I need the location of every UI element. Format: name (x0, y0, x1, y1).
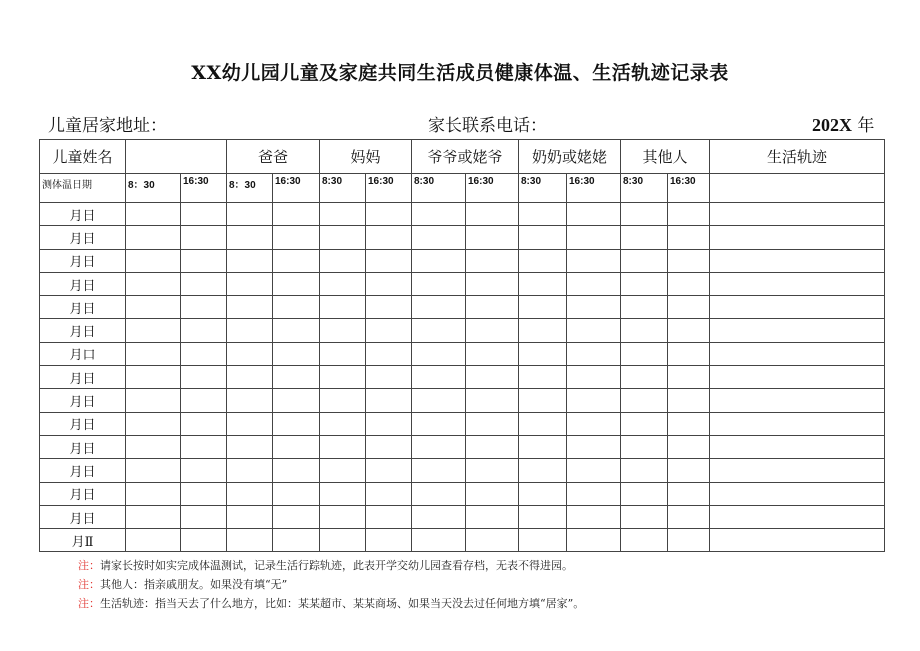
column-header-child-name: 儿童姓名 (40, 140, 126, 174)
temperature-cell[interactable] (567, 505, 621, 528)
temperature-cell[interactable] (227, 435, 273, 458)
date-cell: 月日 (40, 272, 126, 295)
temperature-cell[interactable] (519, 505, 567, 528)
temperature-cell[interactable] (181, 342, 227, 365)
life-track-cell[interactable] (710, 226, 885, 249)
temperature-cell[interactable] (320, 226, 366, 249)
temperature-cell[interactable] (227, 226, 273, 249)
temperature-cell[interactable] (366, 249, 412, 272)
table-row (40, 529, 885, 552)
temperature-cell[interactable] (227, 505, 273, 528)
date-cell: 月日 (40, 366, 126, 389)
temperature-cell[interactable] (366, 226, 412, 249)
temperature-cell[interactable] (668, 226, 710, 249)
temperature-cell[interactable] (412, 459, 466, 482)
temperature-cell[interactable] (126, 482, 181, 505)
temperature-cell[interactable] (412, 272, 466, 295)
temperature-cell[interactable] (320, 435, 366, 458)
temperature-cell[interactable] (366, 296, 412, 319)
temperature-cell[interactable] (519, 389, 567, 412)
temperature-cell[interactable] (567, 319, 621, 342)
temperature-cell[interactable] (621, 249, 668, 272)
life-track-cell[interactable] (710, 435, 885, 458)
temperature-cell[interactable] (519, 342, 567, 365)
note-line (78, 556, 584, 575)
temperature-cell[interactable] (126, 342, 181, 365)
header-row (40, 140, 885, 174)
temperature-cell[interactable] (126, 203, 181, 226)
note-text: 请家长按时如实完成体温测试，记录生活行踪轨迹，此表开学交幼儿园查看存档，无表不得进园。 (100, 559, 573, 572)
temperature-cell[interactable] (621, 296, 668, 319)
temperature-cell[interactable] (621, 203, 668, 226)
temperature-cell[interactable] (273, 319, 320, 342)
temperature-cell[interactable] (227, 249, 273, 272)
table-row (40, 203, 885, 226)
temperature-cell[interactable] (366, 435, 412, 458)
temperature-cell[interactable] (466, 272, 519, 295)
temperature-cell[interactable] (466, 296, 519, 319)
time-cell: 8:30 (519, 174, 567, 203)
temperature-cell[interactable] (181, 272, 227, 295)
temperature-cell[interactable] (621, 529, 668, 552)
temperature-cell[interactable] (273, 272, 320, 295)
table-row (40, 226, 885, 249)
temperature-cell[interactable] (126, 226, 181, 249)
note-label: 注： (78, 559, 100, 572)
life-track-cell[interactable] (710, 203, 885, 226)
temperature-cell[interactable] (181, 249, 227, 272)
note-text: 生活轨迹：指当天去了什么地方，比如：某某超市、某某商场、如果当天没去过任何地方填“居家”。 (100, 597, 585, 610)
column-header-child (126, 140, 227, 174)
temperature-cell[interactable] (621, 272, 668, 295)
life-track-cell[interactable] (710, 342, 885, 365)
temperature-cell[interactable] (126, 296, 181, 319)
temperature-cell[interactable] (621, 342, 668, 365)
column-header-grandmother: 奶奶或姥姥 (519, 140, 621, 174)
table-row (40, 296, 885, 319)
temperature-cell[interactable] (227, 459, 273, 482)
temperature-cell[interactable] (227, 203, 273, 226)
date-cell: 月日 (40, 226, 126, 249)
temperature-cell[interactable] (126, 412, 181, 435)
temperature-cell[interactable] (567, 529, 621, 552)
temperature-cell[interactable] (567, 203, 621, 226)
temperature-cell[interactable] (273, 529, 320, 552)
date-cell: 月日 (40, 249, 126, 272)
temperature-cell[interactable] (181, 366, 227, 389)
temperature-cell[interactable] (273, 249, 320, 272)
life-track-cell[interactable] (710, 296, 885, 319)
time-cell: 16:30 (567, 174, 621, 203)
temperature-time-row (40, 174, 885, 203)
temperature-cell[interactable] (320, 249, 366, 272)
temperature-cell[interactable] (466, 226, 519, 249)
time-cell: 8:30 (621, 174, 668, 203)
date-cell: 月日 (40, 412, 126, 435)
temperature-cell[interactable] (320, 505, 366, 528)
temperature-cell[interactable] (412, 482, 466, 505)
temperature-cell[interactable] (227, 272, 273, 295)
temperature-cell[interactable] (181, 296, 227, 319)
temperature-cell[interactable] (466, 366, 519, 389)
temperature-cell[interactable] (668, 342, 710, 365)
temperature-cell[interactable] (519, 203, 567, 226)
temperature-cell[interactable] (273, 366, 320, 389)
temperature-cell[interactable] (273, 505, 320, 528)
temperature-cell[interactable] (412, 366, 466, 389)
temperature-cell[interactable] (320, 203, 366, 226)
year-label (812, 111, 874, 136)
temperature-cell[interactable] (466, 342, 519, 365)
address-label: 儿童居家地址： (48, 116, 167, 136)
temperature-cell[interactable] (126, 366, 181, 389)
date-cell: 月Ⅱ (40, 529, 126, 552)
time-cell: 8：30 (126, 174, 181, 203)
column-header-life-track: 生活轨迹 (710, 140, 885, 174)
life-track-cell[interactable] (710, 249, 885, 272)
temperature-cell[interactable] (181, 505, 227, 528)
temperature-cell[interactable] (621, 435, 668, 458)
temperature-cell[interactable] (668, 505, 710, 528)
temperature-cell[interactable] (273, 412, 320, 435)
temperature-cell[interactable] (621, 389, 668, 412)
temperature-cell[interactable] (412, 249, 466, 272)
temperature-cell[interactable] (320, 529, 366, 552)
temperature-cell[interactable] (519, 435, 567, 458)
temperature-cell[interactable] (412, 296, 466, 319)
notes-section (78, 556, 584, 613)
temperature-cell[interactable] (227, 319, 273, 342)
temperature-cell[interactable] (181, 412, 227, 435)
temperature-cell[interactable] (126, 389, 181, 412)
temperature-cell[interactable] (273, 203, 320, 226)
temperature-cell[interactable] (273, 459, 320, 482)
note-label: 注： (78, 597, 100, 610)
temperature-cell[interactable] (567, 389, 621, 412)
temperature-cell[interactable] (466, 319, 519, 342)
life-track-cell[interactable] (710, 412, 885, 435)
page-title: XX幼儿园儿童及家庭共同生活成员健康体温、生活轨迹记录表 (191, 62, 729, 84)
temperature-cell[interactable] (668, 459, 710, 482)
time-cell: 16:30 (273, 174, 320, 203)
table-row (40, 412, 885, 435)
temperature-cell[interactable] (567, 482, 621, 505)
temperature-cell[interactable] (320, 459, 366, 482)
temperature-cell[interactable] (412, 412, 466, 435)
temperature-cell[interactable] (412, 529, 466, 552)
temperature-cell[interactable] (519, 529, 567, 552)
time-cell: 8:30 (320, 174, 366, 203)
date-cell: 月日 (40, 319, 126, 342)
time-cell: 16:30 (668, 174, 710, 203)
temperature-cell[interactable] (567, 296, 621, 319)
temperature-cell[interactable] (519, 249, 567, 272)
temperature-cell[interactable] (126, 529, 181, 552)
temperature-cell[interactable] (466, 203, 519, 226)
table-row (40, 272, 885, 295)
time-cell: 16:30 (466, 174, 519, 203)
temperature-cell[interactable] (320, 319, 366, 342)
table-row (40, 249, 885, 272)
temperature-cell[interactable] (412, 505, 466, 528)
temperature-cell[interactable] (412, 319, 466, 342)
year-suffix: 年 (857, 116, 875, 136)
temperature-cell[interactable] (668, 296, 710, 319)
temperature-cell[interactable] (273, 226, 320, 249)
temperature-cell[interactable] (668, 366, 710, 389)
table-row (40, 482, 885, 505)
temperature-cell[interactable] (320, 272, 366, 295)
temperature-cell[interactable] (273, 389, 320, 412)
temperature-cell[interactable] (181, 319, 227, 342)
temperature-cell[interactable] (320, 366, 366, 389)
time-cell: 8:30 (412, 174, 466, 203)
temperature-cell[interactable] (668, 249, 710, 272)
life-track-cell[interactable] (710, 366, 885, 389)
temperature-cell[interactable] (181, 203, 227, 226)
note-label: 注： (78, 578, 100, 591)
column-header-grandfather: 爷爷或姥爷 (412, 140, 519, 174)
temperature-cell[interactable] (366, 459, 412, 482)
year-value: 202X (812, 115, 852, 135)
temperature-cell[interactable] (621, 226, 668, 249)
table-row (40, 366, 885, 389)
life-track-cell[interactable] (710, 272, 885, 295)
temperature-cell[interactable] (466, 482, 519, 505)
temperature-cell[interactable] (466, 459, 519, 482)
temperature-cell[interactable] (227, 389, 273, 412)
temperature-cell[interactable] (621, 366, 668, 389)
temperature-cell[interactable] (668, 435, 710, 458)
time-cell: 16:30 (181, 174, 227, 203)
temperature-cell[interactable] (320, 296, 366, 319)
note-line (78, 575, 584, 594)
date-cell: 月日 (40, 296, 126, 319)
temperature-cell[interactable] (366, 389, 412, 412)
temperature-cell[interactable] (273, 482, 320, 505)
life-track-cell[interactable] (710, 174, 885, 203)
temperature-cell[interactable] (519, 296, 567, 319)
date-cell: 月日 (40, 505, 126, 528)
column-header-mother: 妈妈 (320, 140, 412, 174)
table-row (40, 342, 885, 365)
temperature-cell[interactable] (466, 412, 519, 435)
temperature-cell[interactable] (366, 272, 412, 295)
temperature-cell[interactable] (567, 342, 621, 365)
temperature-cell[interactable] (227, 412, 273, 435)
date-cell: 月日 (40, 482, 126, 505)
temperature-cell[interactable] (668, 272, 710, 295)
temperature-cell[interactable] (366, 319, 412, 342)
temperature-cell[interactable] (366, 505, 412, 528)
temperature-cell[interactable] (621, 505, 668, 528)
temperature-cell[interactable] (320, 389, 366, 412)
temperature-cell[interactable] (466, 435, 519, 458)
life-track-cell[interactable] (710, 389, 885, 412)
temperature-cell[interactable] (668, 529, 710, 552)
column-header-father: 爸爸 (227, 140, 320, 174)
temperature-cell[interactable] (466, 529, 519, 552)
table-row (40, 389, 885, 412)
temperature-cell[interactable] (668, 203, 710, 226)
temperature-cell[interactable] (466, 505, 519, 528)
temperature-cell[interactable] (273, 296, 320, 319)
temperature-cell[interactable] (412, 342, 466, 365)
temperature-cell[interactable] (668, 412, 710, 435)
temperature-cell[interactable] (668, 319, 710, 342)
temperature-cell[interactable] (181, 459, 227, 482)
life-track-cell[interactable] (710, 529, 885, 552)
temperature-cell[interactable] (181, 226, 227, 249)
temperature-cell[interactable] (621, 459, 668, 482)
temperature-cell[interactable] (567, 226, 621, 249)
date-cell: 月日 (40, 459, 126, 482)
column-header-others: 其他人 (621, 140, 710, 174)
temperature-cell[interactable] (519, 366, 567, 389)
temperature-cell[interactable] (567, 272, 621, 295)
temperature-cell[interactable] (519, 226, 567, 249)
temperature-cell[interactable] (126, 435, 181, 458)
temperature-cell[interactable] (320, 342, 366, 365)
temperature-cell[interactable] (273, 342, 320, 365)
temperature-cell[interactable] (366, 203, 412, 226)
temperature-cell[interactable] (412, 389, 466, 412)
note-line (78, 594, 584, 613)
record-table (39, 139, 885, 552)
temperature-cell[interactable] (227, 529, 273, 552)
table-row (40, 435, 885, 458)
temp-date-label: 测体温日期 (40, 174, 126, 203)
table-row (40, 319, 885, 342)
temperature-cell[interactable] (366, 482, 412, 505)
temperature-cell[interactable] (227, 482, 273, 505)
temperature-cell[interactable] (366, 412, 412, 435)
temperature-cell[interactable] (519, 272, 567, 295)
temperature-cell[interactable] (466, 389, 519, 412)
temperature-cell[interactable] (519, 482, 567, 505)
temperature-cell[interactable] (227, 366, 273, 389)
date-cell: 月日 (40, 435, 126, 458)
temperature-cell[interactable] (181, 389, 227, 412)
temperature-cell[interactable] (227, 342, 273, 365)
temperature-cell[interactable] (366, 342, 412, 365)
temperature-cell[interactable] (519, 412, 567, 435)
temperature-cell[interactable] (412, 435, 466, 458)
temperature-cell[interactable] (320, 482, 366, 505)
temperature-cell[interactable] (126, 505, 181, 528)
temperature-cell[interactable] (519, 459, 567, 482)
temperature-cell[interactable] (273, 435, 320, 458)
temperature-cell[interactable] (621, 482, 668, 505)
temperature-cell[interactable] (181, 482, 227, 505)
temperature-cell[interactable] (567, 249, 621, 272)
note-text: 其他人：指亲戚朋友。如果没有填“无” (100, 578, 288, 591)
date-cell: 月口 (40, 342, 126, 365)
temperature-cell[interactable] (567, 366, 621, 389)
time-cell: 8：30 (227, 174, 273, 203)
date-rows (40, 203, 885, 552)
temperature-cell[interactable] (621, 412, 668, 435)
temperature-cell[interactable] (519, 319, 567, 342)
temperature-cell[interactable] (412, 203, 466, 226)
time-cell: 16:30 (366, 174, 412, 203)
date-cell: 月日 (40, 203, 126, 226)
date-cell: 月日 (40, 389, 126, 412)
life-track-cell[interactable] (710, 505, 885, 528)
temperature-cell[interactable] (567, 412, 621, 435)
temperature-cell[interactable] (466, 249, 519, 272)
temperature-cell[interactable] (181, 529, 227, 552)
temperature-cell[interactable] (126, 272, 181, 295)
life-track-cell[interactable] (710, 319, 885, 342)
temperature-cell[interactable] (126, 459, 181, 482)
temperature-cell[interactable] (181, 435, 227, 458)
temperature-cell[interactable] (366, 366, 412, 389)
temperature-cell[interactable] (366, 529, 412, 552)
temperature-cell[interactable] (567, 435, 621, 458)
temperature-cell[interactable] (412, 226, 466, 249)
life-track-cell[interactable] (710, 459, 885, 482)
temperature-cell[interactable] (126, 249, 181, 272)
temperature-cell[interactable] (567, 459, 621, 482)
temperature-cell[interactable] (227, 296, 273, 319)
life-track-cell[interactable] (710, 482, 885, 505)
temperature-cell[interactable] (126, 319, 181, 342)
temperature-cell[interactable] (621, 319, 668, 342)
table-row (40, 459, 885, 482)
temperature-cell[interactable] (668, 482, 710, 505)
temperature-cell[interactable] (320, 412, 366, 435)
table-row (40, 505, 885, 528)
phone-label: 家长联系电话： (428, 116, 547, 136)
temperature-cell[interactable] (668, 389, 710, 412)
